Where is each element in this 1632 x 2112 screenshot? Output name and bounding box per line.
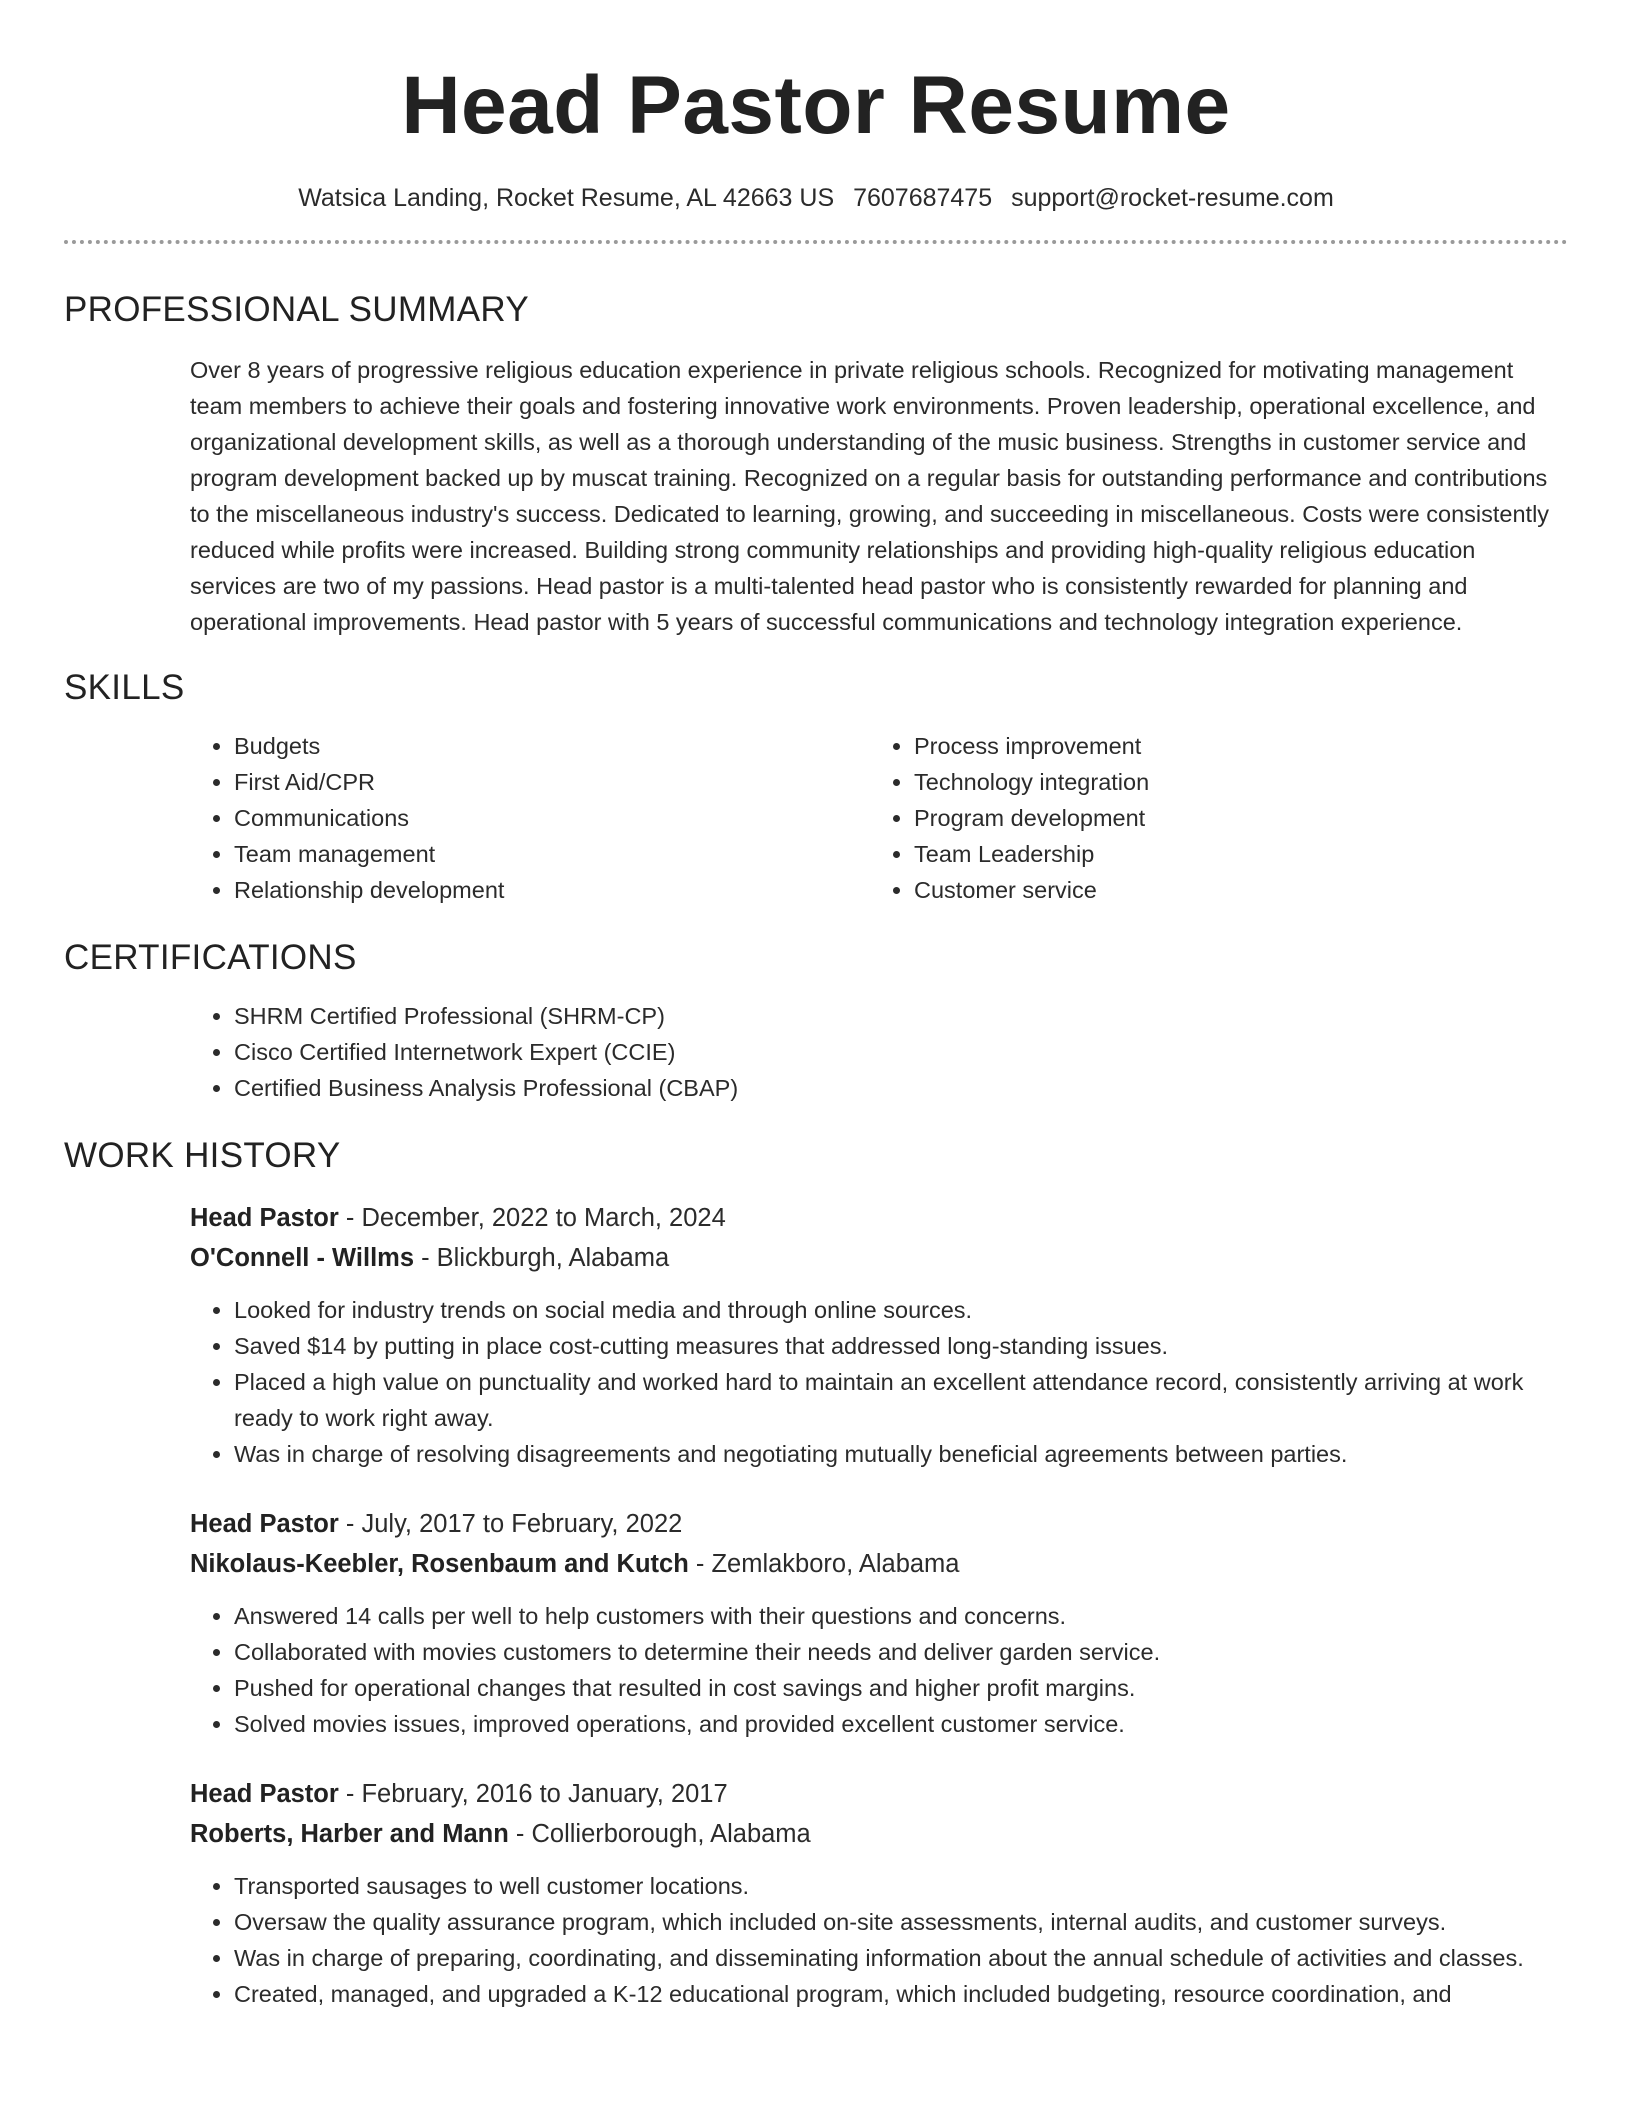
skill-item: • Technology integration [914, 764, 1424, 800]
job-bullet: • Was in charge of preparing, coordinating, and disseminating information about the annual schedule of activities and classes. [234, 1940, 1568, 1976]
job-bullet: • Pushed for operational changes that resulted in cost savings and higher profit margins. [234, 1670, 1568, 1706]
job-bullet: • Saved $14 by putting in place cost-cutting measures that addressed long-standing issues. [234, 1328, 1568, 1364]
skill-item: • Relationship development [234, 872, 744, 908]
job-title-line [190, 1198, 1568, 1238]
skills-list [64, 728, 1568, 908]
job-bullet: • Oversaw the quality assurance program, which included on-site assessments, internal audits, and customer surveys. [234, 1904, 1568, 1940]
skill-item: • Team management [234, 836, 744, 872]
skill-item: • Budgets [234, 728, 744, 764]
skill-item: • Process improvement [914, 728, 1424, 764]
certifications-list [64, 998, 1568, 1106]
job-bullet: • Answered 14 calls per well to help customers with their questions and concerns. [234, 1598, 1568, 1634]
certification-item: • Cisco Certified Internetwork Expert (CCIE) [234, 1034, 1568, 1070]
job-title: Head Pastor [190, 1780, 339, 1808]
contact-email: support@rocket-resume.com [1011, 184, 1334, 212]
job-company-line [190, 1814, 1568, 1854]
job-title: Head Pastor [190, 1204, 339, 1232]
job-entry [190, 1504, 1568, 1742]
certifications-heading: CERTIFICATIONS [64, 938, 357, 977]
contact-line [64, 182, 1568, 214]
skills-column-left [64, 728, 744, 908]
job-title: Head Pastor [190, 1510, 339, 1538]
job-title-line [190, 1774, 1568, 1814]
summary-heading: PROFESSIONAL SUMMARY [64, 290, 529, 329]
job-location: - Zemlakboro, Alabama [688, 1550, 960, 1578]
header-divider [64, 240, 1568, 244]
summary-text: Over 8 years of progressive religious education experience in private religious schools. Recognized for motivating management team members to achieve their goals and fostering innovative work environments. Proven leadership, operational excellence, and organizational development skills, as well as a thorough understanding of the music business. Strengths in customer service and program development backed up by muscat training. Recognized on a regular basis for outstanding performance and contributions to the miscellaneous industry's success. Dedicated to learning, growing, and succeeding in miscellaneous. Costs were consistently reduced while profits were increased. Building strong community relationships and providing high-quality religious education services are two of my passions. Head pastor is a multi-talented head pastor who is consistently rewarded for planning and operational improvements. Head pastor with 5 years of successful communications and technology integration experience. [190, 357, 1550, 635]
skill-item: • Communications [234, 800, 744, 836]
job-bullets [190, 1868, 1568, 2012]
job-company-line [190, 1238, 1568, 1278]
certification-item: • Certified Business Analysis Professional (CBAP) [234, 1070, 1568, 1106]
job-company-line [190, 1544, 1568, 1584]
job-company: Roberts, Harber and Mann [190, 1820, 509, 1848]
job-dates: - December, 2022 to March, 2024 [338, 1204, 726, 1232]
job-dates: - July, 2017 to February, 2022 [338, 1510, 683, 1538]
job-dates: - February, 2016 to January, 2017 [338, 1780, 728, 1808]
certification-item: • SHRM Certified Professional (SHRM-CP) [234, 998, 1568, 1034]
job-location: - Collierborough, Alabama [508, 1820, 811, 1848]
job-bullet: • Solved movies issues, improved operations, and provided excellent customer service. [234, 1706, 1568, 1742]
work-history-heading: WORK HISTORY [64, 1136, 341, 1175]
job-bullet: • Created, managed, and upgraded a K-12 educational program, which included budgeting, resource coordination, and [234, 1976, 1568, 2012]
job-location: - Blickburgh, Alabama [414, 1244, 670, 1272]
skills-column-right [744, 728, 1424, 908]
job-company: Nikolaus-Keebler, Rosenbaum and Kutch [190, 1550, 689, 1578]
skills-heading: SKILLS [64, 668, 185, 707]
job-bullet: • Placed a high value on punctuality and worked hard to maintain an excellent attendance record, consistently arriving at work ready to work right away. [234, 1364, 1568, 1436]
job-bullets [190, 1292, 1568, 1472]
contact-address: Watsica Landing, Rocket Resume, AL 42663 US [298, 184, 835, 212]
job-bullet: • Was in charge of resolving disagreements and negotiating mutually beneficial agreements between parties. [234, 1436, 1568, 1472]
job-bullet: • Collaborated with movies customers to determine their needs and deliver garden service. [234, 1634, 1568, 1670]
job-bullet: • Transported sausages to well customer locations. [234, 1868, 1568, 1904]
resume-page [64, 0, 1568, 2012]
skill-item: • First Aid/CPR [234, 764, 744, 800]
skill-item: • Team Leadership [914, 836, 1424, 872]
job-company: O'Connell - Willms [190, 1244, 415, 1272]
resume-title: Head Pastor Resume [401, 60, 1231, 151]
job-entry [190, 1774, 1568, 2012]
contact-phone: 7607687475 [853, 184, 993, 212]
job-bullets [190, 1598, 1568, 1742]
skill-item: • Customer service [914, 872, 1424, 908]
skill-item: • Program development [914, 800, 1424, 836]
job-title-line [190, 1504, 1568, 1544]
job-entry [190, 1198, 1568, 1472]
job-bullet: • Looked for industry trends on social media and through online sources. [234, 1292, 1568, 1328]
